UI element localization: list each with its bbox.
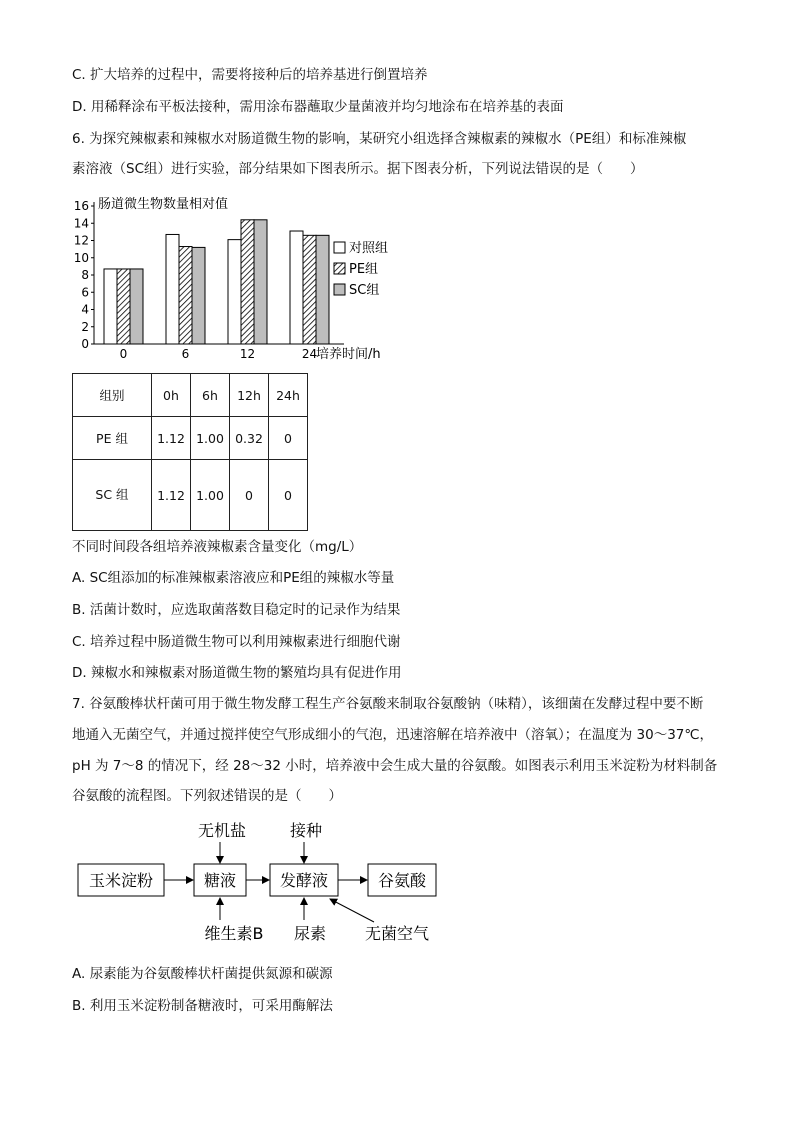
table-header-row [73,374,308,417]
table-header-cell: 0h [152,374,191,417]
table-caption: 不同时间段各组培养液辣椒素含量变化（mg/L） [72,539,363,555]
table-cell: 1.00 [191,460,230,531]
x-axis-label: 培养时间/h [316,347,381,362]
bar-0-0 [104,269,117,344]
arrow-sterile-air-in [330,899,374,922]
y-tick-label: 4 [81,302,89,317]
y-tick-label: 12 [73,233,89,248]
bar-2-0 [130,269,143,344]
x-tick-label: 0 [119,347,128,361]
q6-option-b: B. 活菌计数时，应选取菌落数目稳定时的记录作为结果 [72,602,401,618]
input-inorganic-salt: 无机盐 [197,821,247,840]
table-row [73,460,308,531]
legend-label: 对照组 [349,241,389,256]
q6-option-d: D. 辣椒水和辣椒素对肠道微生物的繁殖均具有促进作用 [72,665,402,681]
table-cell: 0.32 [230,417,269,460]
y-axis-label: 肠道微生物数量相对值 [98,197,229,212]
bar-1-0 [117,269,130,344]
node-glutamic-acid: 谷氨酸 [377,871,427,890]
bar-0-2 [228,240,241,344]
x-tick-label: 12 [239,347,256,361]
table-cell: 1.00 [191,417,230,460]
q7-option-b: B. 利用玉米淀粉制备糖液时，可采用酶解法 [72,998,333,1014]
q7-stem-line-3: pH 为 7～8 的情况下，经 28～32 小时，培养液中会生成大量的谷氨酸。如图表示利用玉米淀粉为材料制备 [72,758,718,774]
table-header-cell: 6h [191,374,230,417]
y-tick-label: 6 [81,285,89,300]
y-tick-label: 16 [73,199,89,213]
legend-label: PE组 [349,262,379,277]
q5-option-d: D. 用稀释涂布平板法接种，需用涂布器蘸取少量菌液并均匀地涂布在培养基的表面 [72,99,564,115]
table-cell: 0 [269,460,308,531]
legend-swatch-0 [334,242,345,253]
table-cell: 0 [230,460,269,531]
bar-2-3 [316,235,329,344]
bar-0-1 [166,234,179,344]
node-corn-starch: 玉米淀粉 [88,871,154,890]
y-tick-label: 10 [73,250,89,265]
table-cell: 1.12 [152,417,191,460]
y-tick-label: 8 [81,268,89,282]
table-header-cell: 24h [269,374,308,417]
table-header-cell: 12h [230,374,269,417]
q6-stem-line-1: 6. 为探究辣椒素和辣椒水对肠道微生物的影响，某研究小组选择含辣椒素的辣椒水（PE组）和标准辣椒 [72,131,687,147]
table-row [73,417,308,460]
x-tick-label: 24 [301,347,318,361]
y-tick-label: 0 [81,337,89,351]
bar-2-1 [192,247,205,344]
y-tick-label: 14 [73,216,89,231]
bar-2-2 [254,220,267,344]
bar-1-1 [179,247,192,344]
table-cell: PE 组 [73,417,152,460]
q6-option-a: A. SC组添加的标准辣椒素溶液应和PE组的辣椒水等量 [72,570,395,586]
input-inoculation: 接种 [289,821,323,840]
bar-1-3 [303,235,316,344]
x-tick-label: 6 [181,347,190,361]
input-urea: 尿素 [293,924,327,943]
table-cell: 0 [269,417,308,460]
legend-swatch-2 [334,284,345,295]
table-header-cell: 组别 [73,374,152,417]
node-fermentation-broth: 发酵液 [279,871,329,890]
q6-option-c: C. 培养过程中肠道微生物可以利用辣椒素进行细胞代谢 [72,634,401,650]
node-sugar-solution: 糖液 [203,871,237,890]
q7-stem-line-2: 地通入无菌空气，并通过搅拌使空气形成细小的气泡，迅速溶解在培养液中（溶氧）；在温度为 30～37℃， [72,727,714,743]
legend-swatch-1 [334,263,345,274]
bar-0-3 [290,231,303,344]
table-cell: SC 组 [73,460,152,531]
q7-option-a: A. 尿素能为谷氨酸棒状杆菌提供氮源和碳源 [72,966,333,982]
input-vitamin-b: 维生素B [204,924,264,943]
legend-label: SC组 [349,283,380,298]
y-tick-label: 2 [81,319,89,334]
bar-chart [72,194,402,364]
q7-stem-line-1: 7. 谷氨酸棒状杆菌可用于微生物发酵工程生产谷氨酸来制取谷氨酸钠（味精），该细菌在发酵过程中要不断 [72,696,704,712]
glutamate-flowchart [72,812,452,947]
q5-option-c: C. 扩大培养的过程中，需要将接种后的培养基进行倒置培养 [72,67,428,83]
capsaicin-table [72,373,308,531]
q6-stem-line-2: 素溶液（SC组）进行实验，部分结果如下图表所示。据下图表分析，下列说法错误的是（ ） [72,161,644,177]
bar-1-2 [241,220,254,344]
input-sterile-air: 无菌空气 [364,924,430,943]
table-cell: 1.12 [152,460,191,531]
q7-stem-line-4: 谷氨酸的流程图。下列叙述错误的是（ ） [72,788,342,804]
